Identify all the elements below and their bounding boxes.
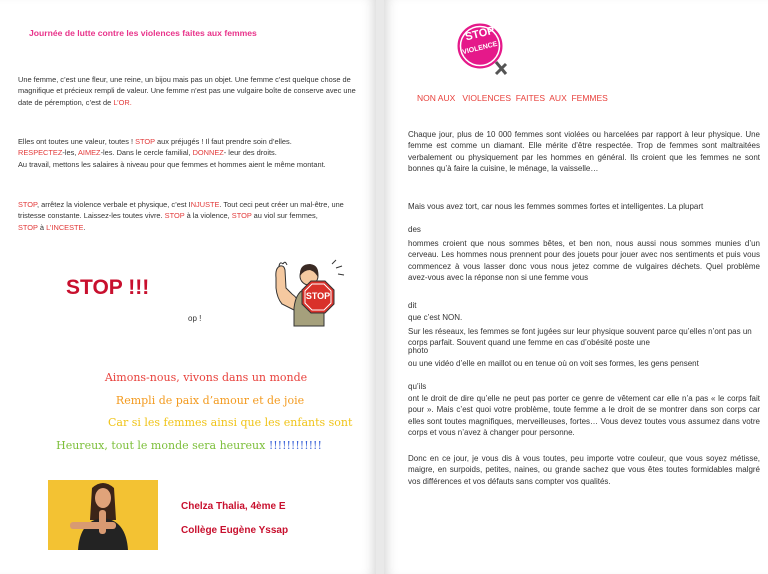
page-title: Journée de lutte contre les violences faites aux femmes xyxy=(29,28,257,38)
stop-sign-label: STOP xyxy=(305,291,331,301)
logo-text-violence: VIOLENCE xyxy=(461,40,499,57)
school-name: Collège Eugène Yssap xyxy=(181,525,289,536)
woman-photo-illustration xyxy=(48,480,158,550)
paragraph-rights: ont le droit de dire qu’elle ne peut pas porter ce genre de vêtement car elle n’a pas « le corps fait pour ». Mais c’est quoi votre problème, toute femme a le droit de se montrer dans son corps car elles sont toutes magnifiques, merveilleuses, fortes… Vous devez toutes vous assumez dans votre corps et vous n’avez à changer pour personne. xyxy=(408,394,760,438)
paragraph-intro: Une femme, c’est une fleur, une reine, un bijou mais pas un objet. Une femme c’est quelque chose de magnifique et précieux rempli de valeur. Une femme n’est pas une vulgaire boîte de conserve avec une date de péremption, c’est de L’OR. xyxy=(18,75,356,107)
word-des: des xyxy=(408,225,421,234)
word-dit: dit xyxy=(408,301,417,310)
author-name: Chelza Thalia, 4ème E xyxy=(181,501,286,512)
poem xyxy=(0,367,376,457)
line-video: ou une vidéo d’elle en maillot ou en tenue où on voit ses formes, les gens pensent xyxy=(408,359,699,368)
poem-line: Aimons-nous, vivons dans un monde xyxy=(104,371,308,384)
paragraph-strong: Mais vous avez tort, car nous les femmes sommes fortes et intelligentes. La plupart xyxy=(408,202,704,211)
poem-line: Heureux, tout le monde sera heureux !!!!!!!!!!!! xyxy=(56,438,322,452)
paragraph-networks: Sur les réseaux, les femmes se font jugées sur leur physique souvent parce qu’elles n’ont pas un corps parfait. Souvent quand une femme en cas d’obésité poste une xyxy=(408,327,752,348)
paragraph-stop: STOP, arrêtez la violence verbale et physique, c’est INJUSTE. Tout ceci peut créer un mal-être, une tristesse constante. Laissez-les toutes vivre. STOP à la violence, STOP au viol sur femmes, STOP à L’INCESTE. xyxy=(18,200,344,232)
stop-violence-logo xyxy=(454,20,510,82)
paragraph-values: Elles ont toutes une valeur, toutes ! STOP aux préjugés ! Il faut prendre soin d’elles. RESPECTEZ-les, AIMEZ-les. Dans le cercle familial, DONNEZ- leur des droits. Au travail, mettons les salaires à niveau pour que femmes et hommes aient le même montant. xyxy=(18,137,326,169)
paragraph-men: hommes croient que nous sommes bêtes, et ben non, nous aussi nous sommes munies d’un cerveau. Les hommes nous prennent pour des jouets pour jouer avec nos sentiments et puis vous commencez à vous lasser donc vous nous jetez comme de vulgaires déchets. Quel problème avez-vous avec la réponse non si une femme vous xyxy=(408,239,760,283)
poem-line: Car si les femmes ainsi que les enfants sont xyxy=(108,416,353,429)
line-non: que c’est NON. xyxy=(408,313,463,322)
op-text: op ! xyxy=(188,314,202,323)
woman-gesture-photo xyxy=(48,480,158,550)
paragraph-daily: Chaque jour, plus de 10 000 femmes sont violées ou harcelées par rapport à leur physique. Une femme est comme un diamant. Elle mérite d’être respectée. Trop de femmes sont maltraitées verbalement ou physiquement par les hommes en général. Ils croient que les femmes ne sont bonnes qu’à faire la cuisine, le ménage, la vaisselle… xyxy=(408,130,760,174)
slogan: NON AUX VIOLENCES FAITES AUX FEMMES xyxy=(417,93,608,103)
right-page xyxy=(384,0,768,574)
left-page xyxy=(0,0,376,574)
poem-line: Rempli de paix d’amour et de joie xyxy=(115,393,305,407)
logo-text-stop: STOP xyxy=(464,24,496,44)
paragraph-conclusion: Donc en ce jour, je vous dis à vous toutes, peu importe votre couleur, que vous soyez métisse, maigre, en surpoids, petites, naines, ou grande sachez que vous êtes toutes formidables malgré vos différences et vos défauts sans compter vos qualités. xyxy=(408,454,760,486)
stop-heading: STOP !!! xyxy=(66,276,150,299)
stop-sign xyxy=(301,280,335,314)
word-quils: qu’ils xyxy=(408,382,427,391)
word-photo: photo xyxy=(408,346,429,355)
